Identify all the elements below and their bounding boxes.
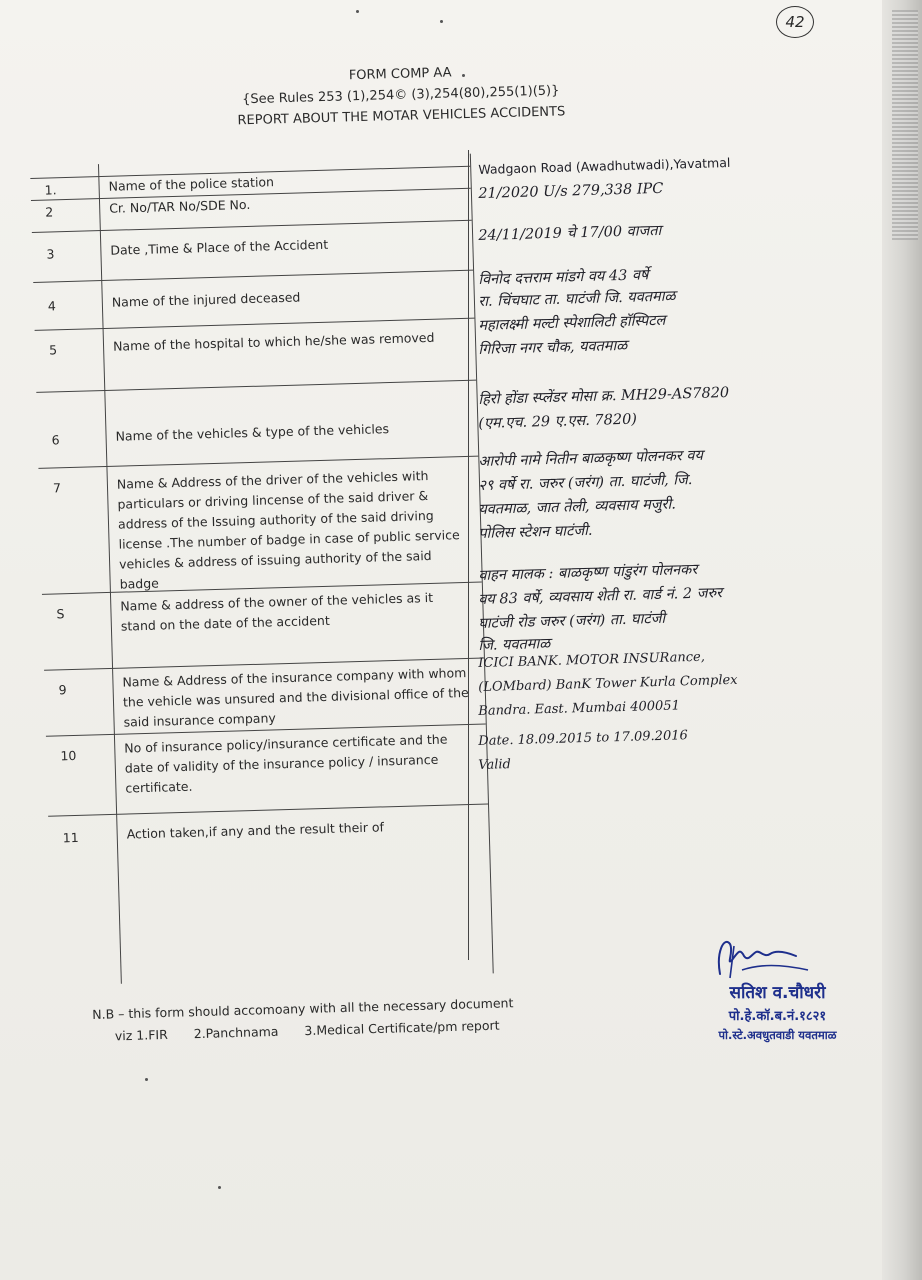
hospital-value-line: गिरिजा नगर चौक, यवतमाळ: [478, 337, 628, 358]
injured-value-line: विनोद दत्तराम मांडगे वय 43 वर्षे: [478, 267, 649, 288]
stamp-station: पो.स्टे.अवधुतवाडी यवतमाळ: [718, 1028, 837, 1042]
vehicle-value-line: हिरो होंडा स्प्लेंडर मोसा क्र. MH29-AS7820: [478, 384, 730, 408]
form-table: [30, 154, 493, 986]
table-row: [42, 582, 484, 671]
injured-value-line: रा. चिंचघाट ता. घाटंजी जि. यवतमाळ: [478, 288, 676, 310]
police-station-value: Wadgaon Road (Awadhutwadi),Yavatmal: [478, 154, 731, 177]
row-number: 6: [51, 432, 60, 448]
row-label: Name & Address of the insurance company with whom the vehicle was unsured and the divisional office of the said insurance company: [122, 665, 469, 730]
officer-stamp: [690, 930, 860, 1055]
footnote: [92, 992, 514, 1048]
policy-value-line: Date. 18.09.2015 to 17.09.2016: [478, 728, 688, 749]
row-label: No of insurance policy/insurance certificate and the date of validity of the insurance policy / insurance certificate.: [124, 731, 448, 796]
row-number: 1.: [44, 182, 57, 198]
form-rules: {See Rules 253 (1),254© (3),254(80),255(1)(5)}: [241, 83, 560, 108]
insurance-value-line: Bandra. East. Mumbai 400051: [478, 698, 681, 719]
owner-value-line: वय 83 वर्षे, व्यवसाय शेती रा. वार्ड नं. 2 जरुर: [478, 585, 723, 608]
row-label: Name of the injured deceased: [111, 289, 301, 310]
stamp-designation: पो.हे.कॉ.ब.नं.१८२१: [728, 1009, 827, 1024]
values-column: [478, 150, 878, 960]
insurance-value-line: (LOMbard) BanK Tower Kurla Complex: [478, 672, 738, 695]
owner-value-line: वाहन मालक : बाळकृष्ण पांडुरंग पोलनकर: [478, 561, 698, 584]
table-row: [46, 723, 488, 816]
driver-value-line: यवतमाळ, जात तेली, व्यवसाय मजुरी.: [478, 496, 677, 518]
vehicle-value-line: (एम.एच. 29 ए.एस. 7820): [478, 411, 638, 432]
row-number: 7: [52, 480, 62, 496]
form-heading: [180, 58, 622, 133]
driver-value-line: पोलिस स्टेशन घाटंजी.: [478, 522, 593, 542]
row-number: 4: [47, 298, 57, 314]
driver-value-line: आरोपी नामे नितीन बाळकृष्ण पोलनकर वय: [478, 447, 704, 470]
driver-value-line: २९ वर्षे रा. जरुर (जरंग) ता. घाटंजी, जि.: [478, 472, 693, 494]
row-label: Name & Address of the driver of the vehicles with particulars or driving lincense of the said driver & address of the Issuing authority of the said driving license .The number of badge in case of public service vehicles & address of issuing authority of the said badge: [116, 467, 460, 592]
footnote-item: 2.Panchnama: [193, 1023, 279, 1042]
footnote-line: N.B – this form should accomoany with all the necessary document: [92, 995, 514, 1022]
hospital-value-line: महालक्ष्मी मल्टी स्पेशालिटी हॉस्पिटल: [478, 312, 666, 334]
row-number: 5: [48, 342, 58, 358]
row-number: S: [56, 606, 65, 622]
report-title: REPORT ABOUT THE MOTAR VEHICLES ACCIDENTS: [237, 104, 566, 129]
row-number: 3: [46, 246, 55, 262]
row-label: Name of the hospital to which he/she was removed: [112, 329, 435, 354]
row-label: Date ,Time & Place of the Accident: [110, 236, 329, 258]
row-label: Cr. No/TAR No/SDE No.: [109, 196, 251, 216]
page-number: 42: [776, 6, 814, 38]
row-number: 9: [58, 682, 67, 698]
policy-value-line: Valid: [478, 757, 512, 773]
row-number: 11: [62, 829, 79, 846]
row-label: Name of the vehicles & type of the vehicles: [115, 421, 390, 444]
row-label: Name of the police station: [108, 174, 275, 194]
footnote-item: viz 1.FIR: [114, 1026, 168, 1044]
footnote-item: 3.Medical Certificate/pm report: [304, 1017, 500, 1039]
row-number: 10: [60, 747, 77, 764]
stamp-name: सतिश व.चौधरी: [729, 983, 826, 1003]
row-label: Name & address of the owner of the vehicles as it stand on the date of the accident: [120, 589, 434, 634]
owner-value-line: जि. यवतमाळ: [478, 635, 551, 654]
insurance-value-line: ICICI BANK. MOTOR INSURance,: [478, 649, 706, 671]
table-row: [36, 380, 478, 469]
accident-date-value: 24/11/2019 चे 17/00 वाजता: [478, 222, 662, 244]
row-label: Action taken,if any and the result their of: [126, 819, 385, 842]
cr-no-value: 21/2020 U/s 279,338 IPC: [478, 180, 664, 202]
owner-value-line: घाटंजी रोड जरुर (जरंग) ता. घाटंजी: [478, 610, 666, 632]
scan-edge: [882, 0, 922, 1280]
row-number: 2: [45, 204, 54, 220]
form-title: FORM COMP AA: [348, 65, 452, 84]
table-row: [48, 803, 492, 976]
table-row: [38, 456, 481, 595]
